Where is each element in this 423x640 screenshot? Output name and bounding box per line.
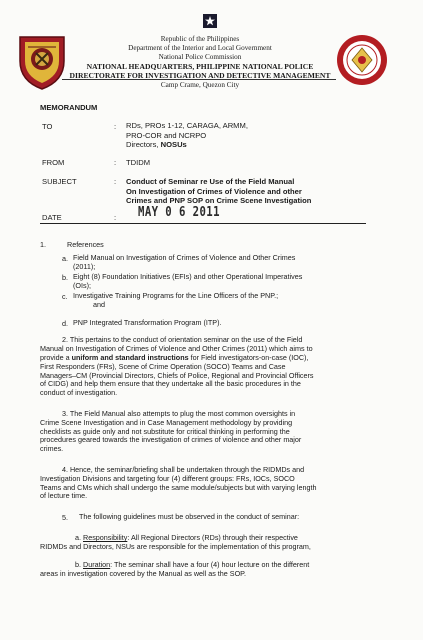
- p3-line-3: checklists as guide only and not substitute for critical thinking in performing the: [40, 426, 290, 436]
- header-location: Camp Crame, Quezon City: [160, 81, 240, 89]
- subject-line-2: On Investigation of Crimes of Violence and other: [126, 186, 302, 196]
- header-republic: Republic of the Philippines: [160, 35, 240, 43]
- p4-line-4: of lecture time.: [40, 491, 88, 501]
- p2-line-3-post: for Field investigators-on-case (IOC),: [188, 353, 309, 362]
- guideline-a-term: Responsibility: [83, 533, 128, 542]
- subject-label: SUBJECT: [42, 177, 77, 186]
- ref-c-line-1: Investigative Training Programs for the Line Officers of the PNP.;: [73, 291, 279, 300]
- p3-line-4: procedures geared towards the investigation of crimes of violence and other major: [40, 435, 302, 445]
- guideline-a-letter: a.: [75, 533, 81, 542]
- header-department: Department of the Interior and Local Government: [128, 44, 272, 52]
- ref-d-text: PNP Integrated Transformation Program (ITP).: [73, 318, 222, 327]
- p4-rest: [40, 475, 316, 501]
- ref-b-text: [73, 273, 368, 290]
- guideline-b-term: Duration: [83, 560, 111, 569]
- p2-line-7: conduct of investigation.: [40, 388, 118, 398]
- to-line-3-bold: NOSUs: [160, 140, 187, 149]
- p4-line-2: Investigation Divisions and targeting four (4) different groups: FRs, IOCs, SOCO: [40, 474, 295, 483]
- p2-line-6: of CIDG) and help them ensure that they undertake all the basic procedures in the: [40, 379, 301, 389]
- p4-line-1: 4. Hence, the seminar/briefing shall be undertaken through the RIDMDs and: [62, 465, 305, 474]
- guideline-b-letter: b.: [75, 560, 81, 569]
- from-colon: :: [114, 158, 117, 167]
- p5-number: 5.: [62, 513, 68, 522]
- ref-a-text: [73, 254, 368, 271]
- ref-b-letter: b.: [62, 273, 68, 282]
- ref-a-letter: a.: [62, 254, 68, 263]
- header-directorate: DIRECTORATE FOR INVESTIGATION AND DETECTIVE MANAGEMENT: [69, 71, 331, 80]
- p2-line-2: Manual on Investigation of Crimes of Violence and Other Crimes (2011) which aims to: [40, 344, 313, 353]
- ref-b-line-2: (OIs);: [73, 280, 91, 290]
- p2-rest: [40, 363, 314, 398]
- ref-c-text: [73, 292, 368, 309]
- guideline-b-line-2: areas in investigation covered by the Manual as well as the SOP.: [40, 569, 247, 578]
- from-label: FROM: [42, 158, 65, 167]
- p2-line-5: Managers–CM (Provincial Directors, Chiefs of Police, Regional and Provincial Officers: [40, 370, 314, 380]
- date-colon: :: [114, 213, 117, 222]
- subject-line-1: Conduct of Seminar re Use of the Field Manual: [126, 177, 295, 186]
- to-line-1: RDs, PROs 1-12, CARAGA, ARMM,: [126, 121, 248, 130]
- to-line-2: PRO-COR and NCRPO: [126, 130, 207, 140]
- ref-c-letter: c.: [62, 292, 68, 301]
- subject-line-3: Crimes and PNP SOP on Crime Scene Investigation: [126, 196, 312, 205]
- subject-value: [126, 177, 356, 206]
- header-commission: National Police Commission: [158, 53, 242, 61]
- subject-colon: :: [114, 177, 117, 186]
- date-divider: [40, 223, 366, 224]
- to-label: TO: [42, 122, 53, 131]
- p1-number: 1.: [40, 240, 46, 249]
- ref-a-line-2: (2011);: [73, 261, 96, 271]
- ref-b-line-1: Eight (8) Foundation Initiatives (EFIs) and other Operational Imperatives: [73, 272, 303, 281]
- memo-title: MEMORANDUM: [40, 103, 98, 112]
- p3-line-1: 3. The Field Manual also attempts to plug the most common oversights in: [62, 409, 296, 418]
- date-label: DATE: [42, 213, 62, 222]
- p2-line-4: First Responders (FRs), Scene of Crime Operation (SOCO) Teams and Case: [40, 362, 286, 371]
- guideline-a-line-2: RIDMDs and Directors, NSUs are responsible for the implementation of this program,: [40, 542, 311, 551]
- to-recipients: [126, 121, 248, 150]
- p3-line-2: Crime Scene Investigation and in Case Management methodology by providing: [40, 418, 293, 427]
- p5-text: The following guidelines must be observed in the conduct of seminar:: [79, 512, 300, 521]
- ref-d-letter: d.: [62, 319, 68, 328]
- guideline-a-text: : All Regional Directors (RDs) through their respective: [127, 533, 298, 542]
- ref-a-line-1: Field Manual on Investigation of Crimes of Violence and Other Crimes: [73, 253, 296, 262]
- to-line-3: [126, 140, 248, 150]
- ref-c-line-2: and: [93, 299, 105, 309]
- p2-line-3-pre: provide a: [40, 353, 72, 362]
- date-stamp: MAY 0 6 2011: [138, 205, 220, 220]
- header-divider: [62, 79, 336, 80]
- from-value: TDIDM: [126, 158, 151, 167]
- p3-rest: [40, 419, 301, 454]
- star-insignia-icon: [203, 14, 217, 28]
- to-line-3-prefix: Directors,: [126, 140, 161, 149]
- header-national-hq: NATIONAL HEADQUARTERS, PHILIPPINE NATIONAL POLICE: [86, 62, 314, 71]
- p4-line-3: Teams and CMs which shall undergo the same module/subjects but with varying length: [40, 482, 317, 492]
- to-colon: :: [114, 122, 117, 131]
- guideline-b-text: : The seminar shall have a four (4) hour lecture on the different: [110, 560, 310, 569]
- p2-line-3-bold: uniform and standard instructions: [71, 353, 189, 362]
- p3-line-5: crimes.: [40, 444, 64, 454]
- p1-references-title: References: [67, 240, 104, 249]
- p2-lead: 2. This pertains to the conduct of orientation seminar on the use of the Field: [62, 335, 303, 344]
